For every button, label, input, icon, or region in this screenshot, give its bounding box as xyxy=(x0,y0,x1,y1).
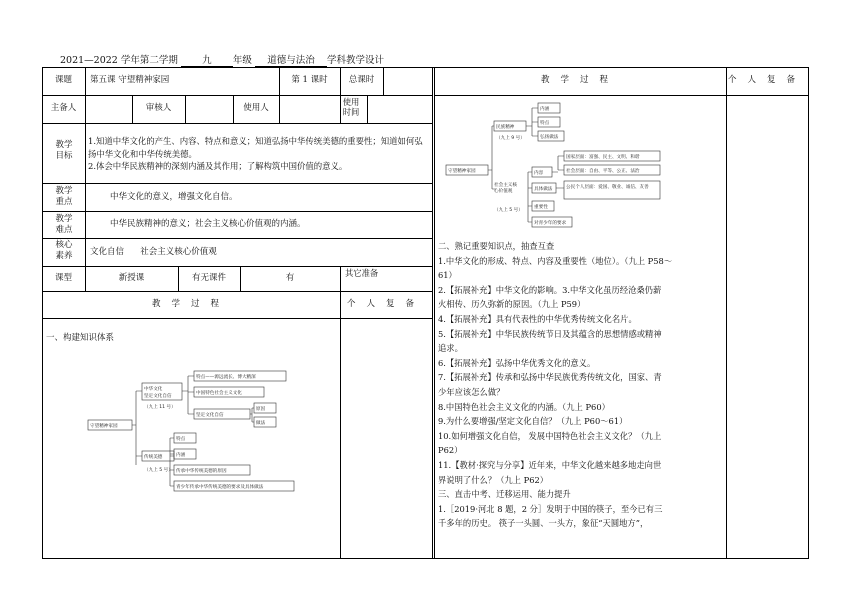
right-line: 9.为什么要增强/坚定文化自信？（九上 P60～61） xyxy=(438,416,628,427)
key-point-label: 教学重点 xyxy=(55,186,73,207)
key-point-value: 中华文化的意义，增强文化自信。 xyxy=(110,192,238,202)
right-line: 8.中国特色社会主义文化的内涵。（九上 P60） xyxy=(438,401,610,412)
mm-right-b2-3: 重要性 xyxy=(534,205,548,210)
document-header xyxy=(60,52,384,67)
lesson-number: 第 1 课时 xyxy=(291,75,328,85)
grade-label: 年级 xyxy=(232,55,252,66)
courseware-label: 有无课件 xyxy=(191,273,226,283)
subject-value: 道德与法治 xyxy=(255,52,327,67)
right-line: 5.【拓展补充】中华民族传统节日及其蕴含的思想情感或精神 xyxy=(438,328,662,339)
goal-label: 教学目标 xyxy=(55,140,73,161)
mm-right-root: 守望精神家园 xyxy=(448,169,476,174)
core-literacy-value: 文化自信 社会主义核心价值观 xyxy=(90,247,217,257)
right-review-header: 个人复备 xyxy=(727,75,806,85)
mm-left-b2-1: 特点 xyxy=(176,437,186,442)
right-line: 1.中华文化的形成、特点、内容及重要性（地位）。（九上 P58～ xyxy=(438,255,673,266)
right-line: 界说明了什么？（九上 P62） xyxy=(438,474,549,485)
right-line: 6.【拓展补充】弘扬中华优秀文化的意义。 xyxy=(438,357,596,368)
mm-right-b2-sub: 心价值观 xyxy=(494,189,513,194)
lesson-type-value: 新授课 xyxy=(118,273,145,283)
mm-right-b2-2: 具体做法 xyxy=(534,187,553,192)
right-content xyxy=(438,239,723,531)
right-line: 61） xyxy=(438,270,457,281)
difficulty-label: 教学难点 xyxy=(55,214,73,235)
left-mindmap xyxy=(86,365,326,505)
right-line: 10.如何增强文化自信， 发展中国特色社会主义文化？（九上 xyxy=(438,430,662,441)
preparer-label: 主备人 xyxy=(50,103,77,113)
mm-right-b2: 社会主义核 xyxy=(494,183,517,188)
right-mindmap xyxy=(444,99,664,231)
right-line: 4.【拓展补充】具有代表性的中华优秀传统文化名片。 xyxy=(438,313,637,324)
mm-right-b2-note: （九上 5 号） xyxy=(494,208,523,213)
right-line: 二、熟记重要知识点，抽查互查 xyxy=(438,241,555,251)
mm-left-b2-4: 青少年传承中华传统美德的要求及具体做法 xyxy=(176,485,264,490)
mm-left-b1-1: 特点——源远流长、博大精深 xyxy=(196,375,256,380)
mm-left-b1-3b: 做法 xyxy=(256,421,266,426)
mm-right-b2-1: 内容 xyxy=(534,171,544,176)
right-process-header: 教学过程 xyxy=(540,75,619,85)
left-review-header: 个人复备 xyxy=(346,299,425,309)
topic-label: 课题 xyxy=(54,75,72,85)
teaching-goals xyxy=(88,135,430,173)
mm-right-b1: 民族精神 xyxy=(496,125,515,130)
header-tail: 学科教学设计 xyxy=(326,55,384,66)
mm-right-b2-1b: 社会层面：自由、平等、公正、法治 xyxy=(566,169,640,174)
mm-right-b2-1a: 国家层面：富强、民主、文明、和谐 xyxy=(566,155,640,160)
right-line: 少年应该怎么做？ xyxy=(438,386,505,397)
mm-left-b1-3a: 原因 xyxy=(256,407,266,412)
use-time-label: 使用时间 xyxy=(342,97,360,118)
right-line: 11.【教材·探究与分享】近年来，中华文化越来越多地走向世 xyxy=(438,459,662,470)
mm-left-b2-note: （九上 5 号） xyxy=(144,468,173,473)
core-literacy-label: 核心素养 xyxy=(55,240,73,261)
goal-2: 2.体会中华民族精神的深刻内涵及其作用；了解构筑中国价值的意义。 xyxy=(88,161,348,171)
right-line: 1.［2019·河北 8 题，2 分］发明于中国的筷子，至今已有三 xyxy=(438,503,663,514)
mm-right-b1-3: 弘扬做法 xyxy=(540,135,559,140)
right-line: 追求。 xyxy=(438,343,463,354)
mm-left-b2-2: 内涵 xyxy=(176,453,186,458)
mm-left-b1-note: （九上 11 号） xyxy=(144,405,176,410)
right-line: P62） xyxy=(438,445,463,456)
right-line: 2.【拓展补充】中华文化的影响。3.中华文化虽历经沧桑仍薪 xyxy=(438,284,662,295)
mm-left-b1-sub: 坚定文化自信 xyxy=(144,394,172,399)
lesson-type-label: 课型 xyxy=(54,273,72,283)
grade-value: 九 xyxy=(181,52,233,67)
mm-right-b2-4: 对青少年的要求 xyxy=(534,221,567,226)
mm-left-b1-2: 中国特色社会主义文化 xyxy=(196,391,242,396)
mm-left-b2-3: 传承中华传统美德的原因 xyxy=(176,469,227,474)
right-line: 火相传、历久弥新的原因。（九上 P59） xyxy=(438,299,586,310)
mm-left-b1-3: 坚定文化自信 xyxy=(196,413,224,418)
courseware-value: 有 xyxy=(285,273,295,283)
left-process-header: 教学过程 xyxy=(151,299,230,309)
mm-right-b1-2: 特点 xyxy=(540,121,550,126)
school-year: 2021—2022 学年第二学期 xyxy=(60,55,178,66)
right-line: 7.【拓展补充】传承和弘扬中华民族优秀传统文化，国家、青 xyxy=(438,372,662,383)
mm-left-root: 守望精神家园 xyxy=(90,424,118,429)
right-line: 千多年的历史。 筷子一头圆、一头方，象征“天圆地方”， xyxy=(438,518,649,529)
mm-left-b1: 中华文化 xyxy=(144,387,163,392)
goal-1: 1.知道中华文化的产生、内容、特点和意义；知道弘扬中华传统美德的重要性；知道如何弘扬中华文化和中华传统美德。 xyxy=(88,136,423,159)
total-lessons-label: 总课时 xyxy=(348,75,375,85)
mm-right-b1-note: （九上 9 号） xyxy=(496,136,525,141)
user-label: 使用人 xyxy=(243,103,269,113)
section-1-title: 一、构建知识体系 xyxy=(46,333,115,343)
topic-value: 第五课 守望精神家园 xyxy=(90,75,170,85)
right-line: 三、直击中考、迁移运用、能力提升 xyxy=(438,489,571,500)
mm-right-b1-1: 内涵 xyxy=(540,107,550,112)
reviewer-label: 审核人 xyxy=(145,103,172,113)
other-prep-label: 其它准备 xyxy=(345,268,379,278)
mm-right-b2-2a: 公民个人层面：爱国、敬业、诚信、友善 xyxy=(566,185,649,190)
mm-left-b2: 传统美德 xyxy=(144,455,163,460)
difficulty-value: 中华民族精神的意义；社会主义核心价值观的内涵。 xyxy=(110,219,306,229)
